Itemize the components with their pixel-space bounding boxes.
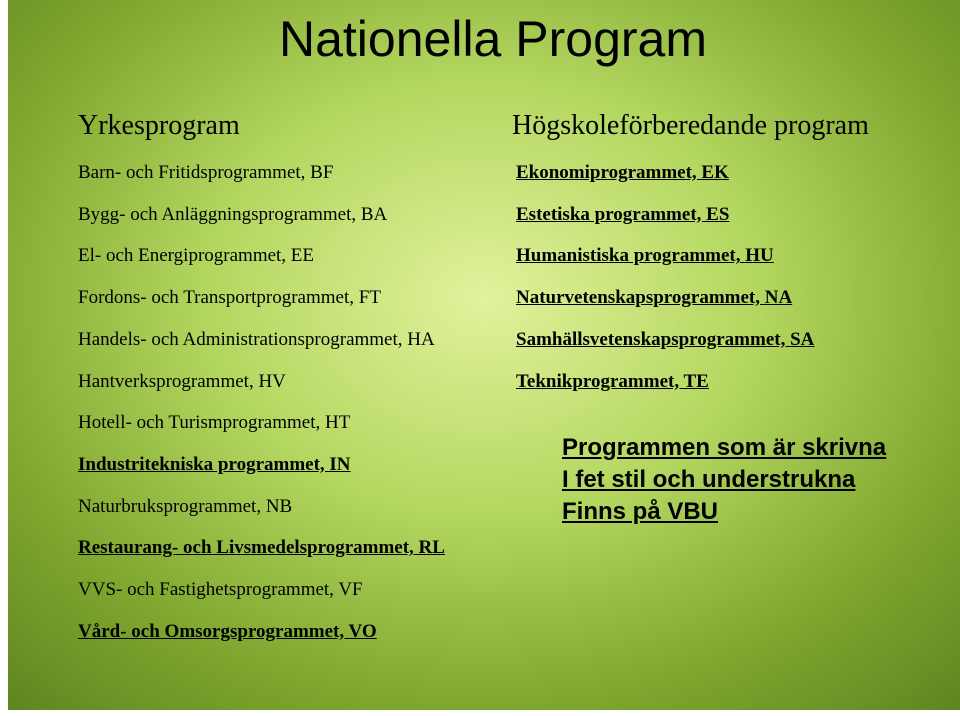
note-line: Programmen som är skrivna (562, 434, 887, 461)
program-item: Teknikprogrammet, TE (516, 370, 709, 392)
program-item: Estetiska programmet, ES (516, 203, 730, 225)
note-line: I fet stil och understrukna (562, 466, 856, 493)
program-item: Vård- och Omsorgsprogrammet, VO (78, 620, 377, 642)
vbu-note (562, 432, 886, 528)
hogskoleforberedande-heading: Högskoleförberedande program (512, 110, 869, 141)
program-item: Samhällsvetenskapsprogrammet, SA (516, 328, 815, 350)
slide (8, 0, 960, 710)
slide-title: Nationella Program (279, 11, 707, 67)
program-item: Naturvetenskapsprogrammet, NA (516, 287, 793, 309)
program-item: Hantverksprogrammet, HV (78, 370, 286, 392)
yrkesprogram-heading: Yrkesprogram (78, 110, 240, 141)
program-item: Barn- och Fritidsprogrammet, BF (78, 162, 334, 183)
program-item: Bygg- och Anläggningsprogrammet, BA (78, 203, 388, 225)
program-item: Naturbruksprogrammet, NB (78, 495, 293, 517)
program-item: Fordons- och Transportprogrammet, FT (78, 287, 381, 309)
program-item: Restaurang- och Livsmedelsprogrammet, RL (78, 537, 445, 559)
program-item: Humanistiska programmet, HU (516, 245, 774, 267)
program-item: Handels- och Administrationsprogrammet, HA (78, 328, 435, 350)
program-item: Hotell- och Turismprogrammet, HT (78, 412, 351, 434)
note-line: Finns på VBU (562, 498, 719, 525)
program-item: Ekonomiprogrammet, EK (516, 162, 729, 183)
program-item: Industritekniska programmet, IN (78, 453, 351, 475)
program-item: VVS- och Fastighetsprogrammet, VF (78, 579, 363, 600)
program-item: El- och Energiprogrammet, EE (78, 245, 315, 267)
